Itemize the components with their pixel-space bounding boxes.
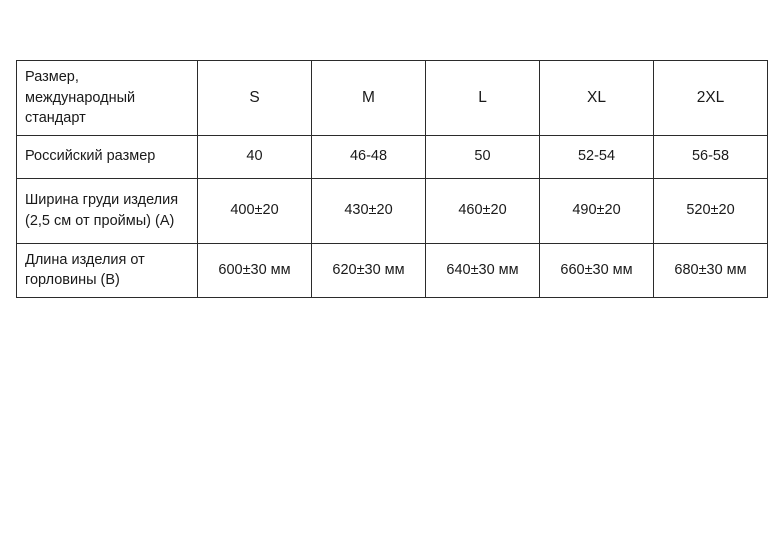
table-cell: 2XL [654,61,768,136]
row-header-length: Длина изделия от горловины (B) [17,243,198,297]
table-cell: 460±20 [426,178,540,243]
table-cell: 490±20 [540,178,654,243]
table-cell: 56-58 [654,135,768,178]
table-cell: 640±30 мм [426,243,540,297]
table-cell: L [426,61,540,136]
table-row [17,61,768,136]
table-cell: 520±20 [654,178,768,243]
table-cell: 680±30 мм [654,243,768,297]
row-header-russian-size: Российский размер [17,135,198,178]
table-row [17,243,768,297]
table-cell: 600±30 мм [198,243,312,297]
table-cell: 52-54 [540,135,654,178]
table-cell: S [198,61,312,136]
table-cell: 46-48 [312,135,426,178]
table-row [17,135,768,178]
size-chart-table [16,60,768,298]
table-cell: 660±30 мм [540,243,654,297]
table-cell: 620±30 мм [312,243,426,297]
row-header-international-size: Размер, международный стандарт [17,61,198,136]
table-row [17,178,768,243]
table-cell: 430±20 [312,178,426,243]
table-cell: 50 [426,135,540,178]
table-cell: 400±20 [198,178,312,243]
table-cell: 40 [198,135,312,178]
row-header-chest-width: Ширина груди изделия (2,5 см от проймы) (A) [17,178,198,243]
table-cell: XL [540,61,654,136]
table-cell: M [312,61,426,136]
